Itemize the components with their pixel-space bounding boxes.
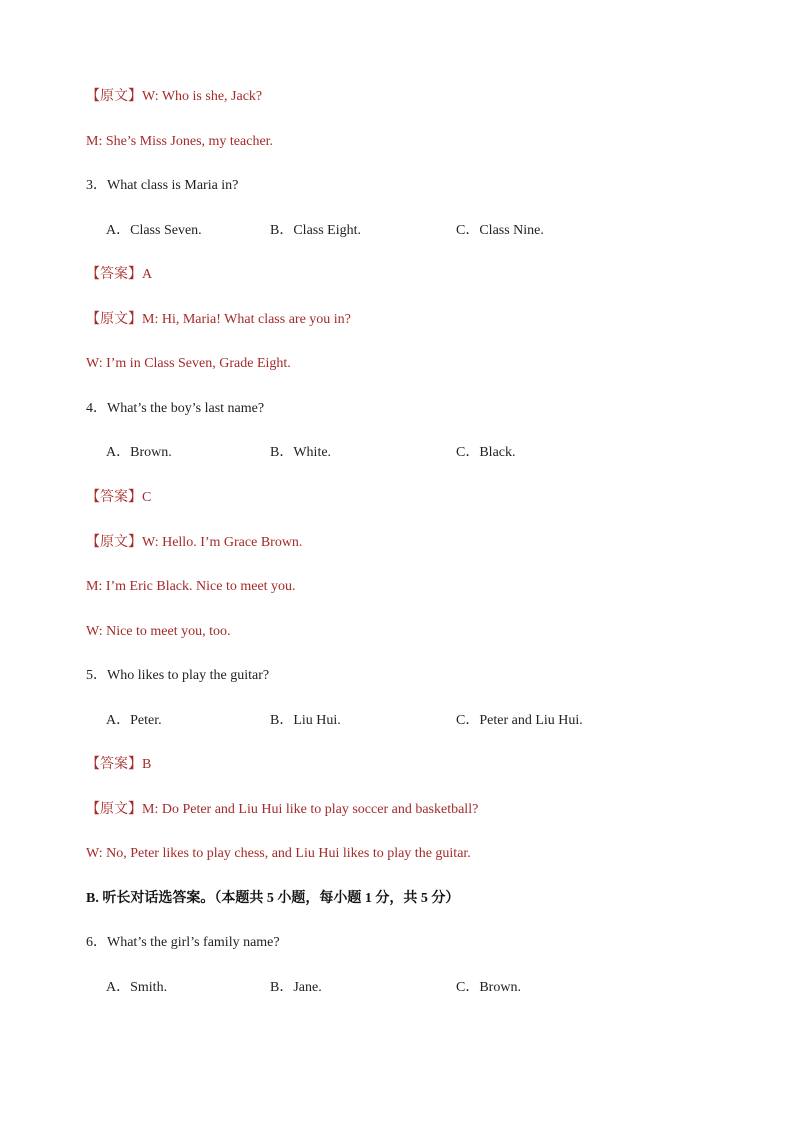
transcript-line xyxy=(86,87,262,107)
transcript-text: W: Who is she, Jack? xyxy=(142,89,263,104)
answer-value: C xyxy=(142,490,152,505)
transcript-tag: 【原文】 xyxy=(86,312,142,327)
answer-tag: 【答案】 xyxy=(86,267,142,282)
transcript-line: M: I’m Eric Black. Nice to meet you. xyxy=(86,579,296,594)
question-6-option-c: C．Brown. xyxy=(456,980,521,995)
transcript-text: M: Hi, Maria! What class are you in? xyxy=(142,312,351,327)
question-6-option-a: A．Smith. xyxy=(106,980,168,995)
question-3-option-a: A．Class Seven. xyxy=(106,223,202,238)
transcript-line: M: She’s Miss Jones, my teacher. xyxy=(86,134,274,149)
question-5-option-b: B．Liu Hui. xyxy=(270,713,341,728)
answer-value: A xyxy=(142,267,153,282)
question-4-option-b: B．White. xyxy=(270,445,332,460)
question-3-option-b: B．Class Eight. xyxy=(270,223,362,238)
question-5-option-a: A．Peter. xyxy=(106,713,162,728)
transcript-text: W: Hello. I’m Grace Brown. xyxy=(142,535,303,550)
question-5-stem: 5．Who likes to play the guitar? xyxy=(86,668,270,683)
answer-line xyxy=(86,755,151,775)
question-4-option-a: A．Brown. xyxy=(106,445,172,460)
transcript-tag: 【原文】 xyxy=(86,89,142,104)
section-b-heading: B. 听长对话选答案。（本题共 5 小题，每小题 1 分，共 5 分） xyxy=(86,891,460,906)
transcript-line xyxy=(86,310,351,330)
transcript-line: W: No, Peter likes to play chess, and Liu Hui likes to play the guitar. xyxy=(86,846,471,861)
transcript-tag: 【原文】 xyxy=(86,535,142,550)
transcript-tag: 【原文】 xyxy=(86,802,142,817)
question-6-option-b: B．Jane. xyxy=(270,980,322,995)
question-5-option-c: C．Peter and Liu Hui. xyxy=(456,713,583,728)
answer-tag: 【答案】 xyxy=(86,757,142,772)
answer-line xyxy=(86,488,151,508)
answer-tag: 【答案】 xyxy=(86,490,142,505)
transcript-text: M: Do Peter and Liu Hui like to play soccer and basketball? xyxy=(142,802,479,817)
question-3-option-c: C．Class Nine. xyxy=(456,223,544,238)
transcript-line xyxy=(86,533,302,553)
answer-line xyxy=(86,265,152,285)
question-4-option-c: C．Black. xyxy=(456,445,516,460)
question-3-stem: 3．What class is Maria in? xyxy=(86,178,239,193)
answer-value: B xyxy=(142,757,152,772)
transcript-line: W: Nice to meet you, too. xyxy=(86,624,231,639)
transcript-line xyxy=(86,800,478,820)
transcript-line: W: I’m in Class Seven, Grade Eight. xyxy=(86,356,291,371)
question-6-stem: 6．What’s the girl’s family name? xyxy=(86,935,280,950)
question-4-stem: 4．What’s the boy’s last name? xyxy=(86,401,265,416)
